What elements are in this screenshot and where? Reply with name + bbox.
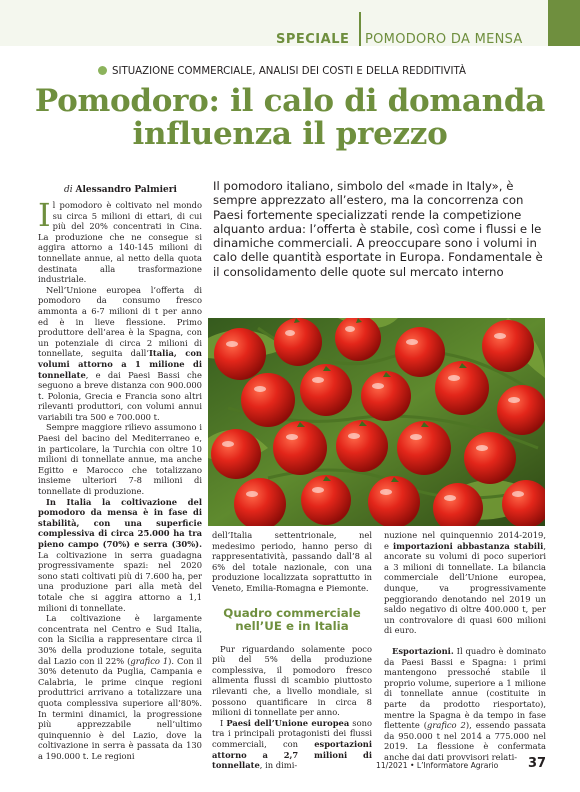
paragraph [384, 530, 546, 636]
paragraph-bold: importazioni abbastanza stabili [393, 540, 544, 551]
column-3 [384, 530, 546, 762]
paragraph-text: I [220, 717, 227, 728]
paragraph-bold: Italia, con volumi attorno a 1 milione di tonnellate [38, 348, 202, 380]
paragraph-bold: Esportazioni. [392, 645, 454, 656]
paragraph-bold: Paesi dell’Unione europea [226, 717, 350, 728]
paragraph-text: Sempre maggiore rilievo assumono i Paesi del bacino del Mediterraneo e, in particolare, la Turchia con oltre 10 milioni di tonnellate annue, ma anche Egitto e Marocco che totalizzano insieme ulteriori 7-8 milioni di tonnellate di produzione. [38, 422, 202, 497]
paragraph [384, 646, 546, 763]
byline-prefix: di [64, 185, 73, 195]
bullet-icon [98, 66, 107, 75]
header-divider [359, 12, 361, 46]
title-line-2: influenza il prezzo [132, 116, 448, 152]
tomato-illustration [208, 318, 545, 526]
paragraph-bold: esportazioni attorno a 2,7 milioni di tonnellate [212, 738, 372, 771]
standfirst: Il pomodoro italiano, simbolo del «made in Italy», è sempre apprezzato all’estero, ma la concorrenza con Paesi fortemente specializzati rende la competizione alquanto ardua: l’offerta è stabile, così come i flussi e le dinamiche commerciali. A preoccupare sono i volumi in calo delle quantità esportate in Europa. Fondamentale è il consolidamento delle quote sul mercato interno [213, 179, 543, 279]
byline [64, 185, 177, 195]
paragraph-text: , in dimi- [259, 760, 298, 771]
figure-reference: grafico 1 [130, 655, 169, 666]
paragraph-text: ). Con il 30% detenuto da Puglia, Campania e Calabria, le prime cinque regioni produttrici arrivano a totalizzare una quota complessiva superiore all’80%. In termini dinamici, la progressione più apprezzabile nell’ultimo quinquennio è del Lazio, dove la coltivazione in serra è passata da 130 a 190.000 t. Le regioni [38, 655, 203, 761]
paragraph-text: ), essendo passata da 950.000 t nel 2014 a 775.000 nel 2019. La flessione è confermata anche dai dati provvisori relati- [384, 720, 547, 762]
paragraph-text: nuzione nel quinquennio 2014-2019, e [384, 530, 546, 551]
article-title [30, 85, 550, 151]
paragraph-text: sono tra i principali protagonisti dei flussi commerciali, con [212, 717, 372, 749]
byline-author: Alessandro Palmieri [75, 185, 177, 195]
issue-info: 11/2021 • L’Informatore Agrario [376, 761, 499, 770]
paragraph-text: Nell’Unione europea l’offerta di pomodoro da consumo fresco ammonta a 6-7 milioni di t per anno ed è in lieve flessione. Primo produttore dell’area è la Spagna, con un potenziale di circa 2 milioni di tonnellate, seguita dall’ [38, 284, 202, 359]
paragraph [38, 422, 202, 496]
page-number: 37 [528, 756, 547, 771]
paragraph [38, 196, 202, 285]
paragraph-text: , ancorate su volumi di poco superiori a 3 milioni di tonnellate. La bilancia commerciale dell’Unione europea, dunque, va progressivamente peggiorando denotando nel 2019 un saldo negativo di oltre 400.000 t, per un controvalore di quasi 600 milioni di euro. [384, 540, 546, 636]
section-subheading: Quadro commerciale nell’UE e in Italia [223, 605, 361, 633]
paragraph [212, 718, 372, 771]
kicker [98, 66, 466, 77]
paragraph-text: Pur riguardando solamente poco più del 5% della produzione complessiva, il pomodoro fresco alimenta flussi di scambio piuttosto rilevanti che, a livello mondiale, si possono quantificare in circa 8 milioni di tonnellate per anno. [212, 643, 372, 718]
section-label: SPECIALE [276, 32, 350, 47]
paragraph [38, 285, 202, 423]
paragraph [38, 613, 202, 761]
tomato-photo [208, 318, 545, 526]
paragraph-text: l pomodoro è coltivato nel mondo su circa 5 milioni di ettari, di cui più del 20% concentrati in Cina. La produzione che ne consegue si aggira attorno a 140-145 milioni di tonnellate annue, al netto della quota destinata alla trasformazione industriale. [38, 200, 202, 285]
paragraph-text: dell’Italia settentrionale, nel medesimo periodo, hanno perso di rappresentatività, passando dall’8 al 6% del totale nazionale, con una produzione localizzata soprattutto in Veneto, Emilia-Romagna e Piemonte. [212, 530, 372, 593]
paragraph [212, 644, 372, 718]
kicker-text: SITUAZIONE COMMERCIALE, ANALISI DEI COSTI E DELLA REDDITIVITÀ [112, 66, 466, 77]
column-2 [212, 530, 372, 771]
paragraph-bold: In Italia la coltivazione del pomodoro da mensa è in fase di stabilità, con una superficie complessiva di circa 25.000 ha tra pieno campo (70%) e serra (30%). [38, 496, 202, 549]
figure-reference: grafico 2 [427, 720, 466, 731]
section-tab [548, 0, 580, 46]
paragraph-text: , e dai Paesi Bassi che seguono a breve distanza con 900.000 t. Polonia, Grecia e Francia sono altri rilevanti produttori, con volumi annui variabili tra 500 e 700.000 t. [38, 369, 202, 422]
paragraph-text: Il quadro è dominato da Paesi Bassi e Spagna: i primi mantengono pressoché stabile il proprio volume, superiore a 1 milione di tonnellate annue (costituite in parte da prodotto riesportato), mentre la Spagna è da tempo in fase flettente ( [384, 645, 546, 731]
section-topic: POMODORO DA MENSA [365, 32, 523, 47]
column-1 [38, 196, 203, 761]
paragraph-text: La coltivazione è largamente concentrata nel Centro e Sud Italia, con la Sicilia a rappresentare circa il 30% della produzione totale, seguita dal Lazio con il 22% ( [38, 613, 202, 666]
paragraph [212, 530, 372, 594]
title-line-1: Pomodoro: il calo di domanda [34, 83, 546, 119]
drop-cap: I [38, 196, 51, 234]
paragraph-text: La coltivazione in serra guadagna progressivamente spazi: nel 2020 sono stati coltivati più di 7.600 ha, per una produzione pari alla metà del totale che si aggira attorno a 1,1 milioni di tonnellate. [38, 549, 202, 613]
paragraph [38, 497, 202, 614]
